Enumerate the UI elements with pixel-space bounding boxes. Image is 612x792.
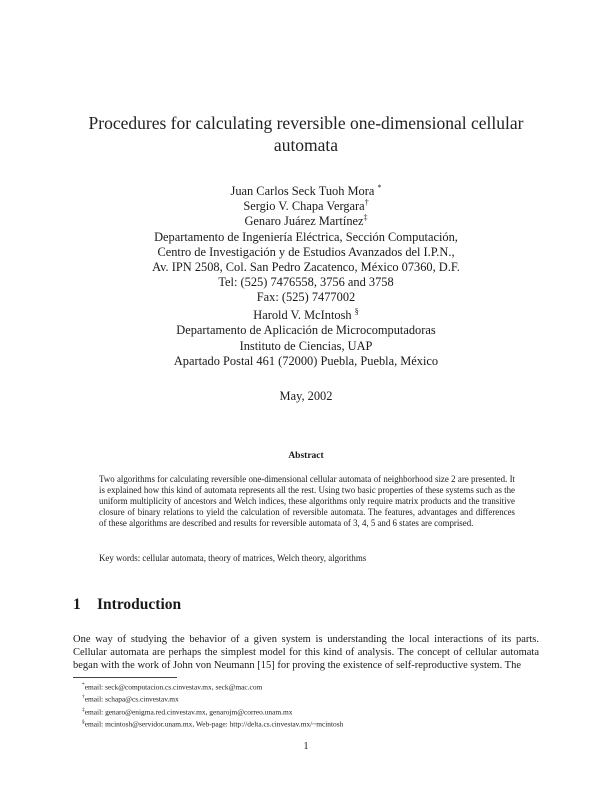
footnote-mark: *: [377, 182, 382, 192]
footnote-mark: †: [82, 694, 85, 701]
footnote-mark: §: [354, 306, 359, 316]
abstract-text: Two algorithms for calculating reversible one-dimensional cellular automata of neighborhood size 2 are presented. It is explained how this kind of automata represents all the rest. Using two basic properties of these systems such as the uniform multiplicity of ancestors and Welch indices, these algorithms only require matrix products and the transitive closure of binary relations to yield the calculation of reversible automata. The features, advantages and differences of these algorithms are described and results for reversible automata of 3, 4, 5 and 6 states are comprised.: [99, 474, 515, 529]
affiliation-line: Departamento de Ingeniería Eléctrica, Sección Computación,: [154, 229, 458, 244]
section-title: Introduction: [97, 596, 182, 613]
affiliation-line: Av. IPN 2508, Col. San Pedro Zacatenco, México 07360, D.F.: [152, 260, 460, 275]
author-name: Juan Carlos Seck Tuoh Mora: [230, 184, 375, 198]
affiliation-line: Tel: (525) 7476558, 3756 and 3758: [218, 275, 394, 290]
footnote-mark: ‡: [363, 213, 368, 223]
affiliation-line: Departamento de Aplicación de Microcomputadoras: [176, 323, 436, 338]
keywords: Key words: cellular automata, theory of matrices, Welch theory, algorithms: [99, 553, 367, 563]
author-line: [120, 199, 492, 214]
footnote-text: email: genaro@enigma.red.cinvestav.mx, genarojm@correo.unam.mx: [84, 707, 293, 717]
page-number: 1: [303, 741, 309, 752]
paper-title: Procedures for calculating reversible one-dimensional cellular automata: [88, 113, 524, 155]
second-author-block: [120, 308, 492, 370]
affiliation-line: Instituto de Ciencias, UAP: [239, 338, 373, 353]
footnote: [82, 705, 532, 717]
author-block: [120, 184, 492, 306]
footnote-rule: [73, 677, 177, 678]
author-line: [120, 308, 492, 323]
footnote-mark: †: [364, 198, 369, 208]
footnote-mark: *: [82, 682, 85, 688]
publication-date: May, 2002: [279, 389, 333, 403]
affiliation-line: Fax: (525) 7477002: [256, 290, 356, 305]
affiliation-line: Apartado Postal 461 (72000) Puebla, Puebla, México: [173, 354, 439, 369]
footnotes: [82, 680, 532, 730]
footnote: [82, 680, 532, 692]
footnote-text: email: schapa@cs.cinvestav.mx: [84, 694, 179, 704]
section-number: 1: [73, 596, 81, 613]
author-line: [120, 214, 492, 229]
footnote-mark: ‡: [82, 706, 85, 713]
footnote-text: email: mcintosh@servidor.unam.mx, Web-page: http://delta.cs.cinvestav.mx/~mcintosh: [84, 719, 344, 729]
intro-paragraph: One way of studying the behavior of a given system is understanding the local interactions of its parts. Cellular automata are perhaps the simplest model for this kind of analysis. The concept of cellular automata began with the work of John von Neumann [15] for proving the existence of self-reproductive system. The: [73, 634, 539, 671]
section-heading: [73, 596, 181, 614]
author-line: [120, 184, 492, 199]
footnote: [82, 717, 532, 729]
affiliation-line: Centro de Investigación y de Estudios Avanzados del I.P.N.,: [157, 244, 455, 259]
author-name: Harold V. McIntosh: [253, 308, 352, 322]
footnote-text: email: seck@computacion.cs.cinvestav.mx, seck@mac.com: [84, 682, 263, 692]
author-name: Sergio V. Chapa Vergara: [243, 199, 365, 214]
abstract-heading: Abstract: [288, 451, 324, 461]
author-name: Genaro Juárez Martínez: [244, 214, 364, 229]
footnote: [82, 692, 532, 704]
footnote-mark: §: [82, 719, 85, 726]
